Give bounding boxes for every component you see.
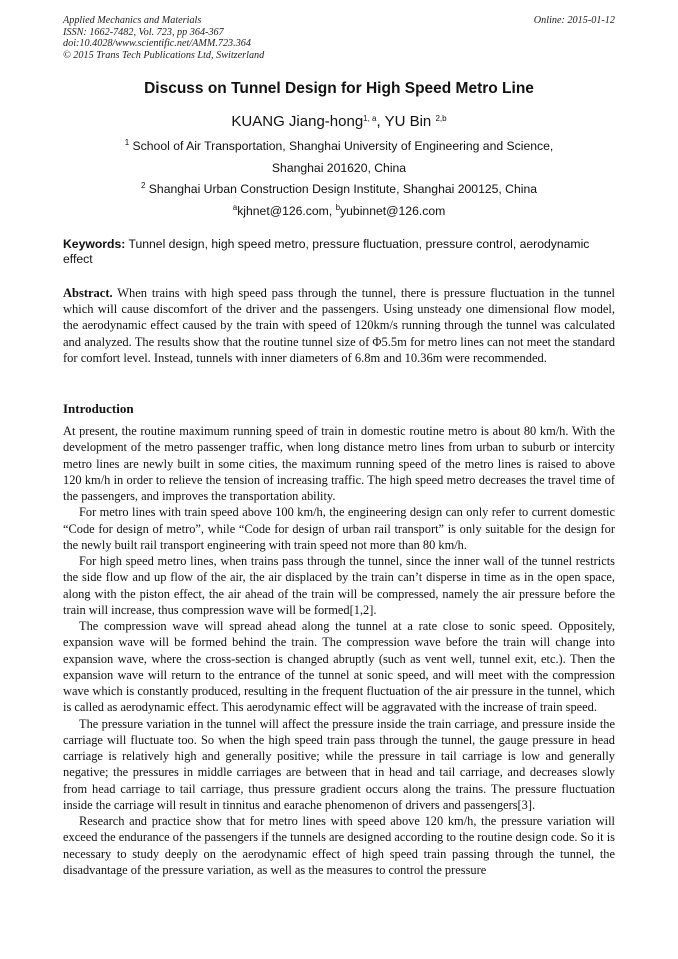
- intro-paragraph-1: At present, the routine maximum running speed of train in domestic routine metro is about 80 km/h. With the development of the metro passenger traffic, when long distance metro lines from urban to suburb or intercity metro lines are newly built in some cities, the maximum running speed of the metro lines is raised to above 120 km/h in order to relieve the tension of increasing traffic. The high speed metro decreases the travel time of the passengers, and improves the transportation ability.: [63, 424, 615, 503]
- author-line: [0, 113, 678, 130]
- doi-line: doi:10.4028/www.scientific.net/AMM.723.364: [63, 38, 251, 49]
- affiliation-1-line-1: School of Air Transportation, Shanghai University of Engineering and Science,: [129, 139, 554, 153]
- intro-paragraph-3: For high speed metro lines, when trains pass through the tunnel, since the inner wall of the tunnel restricts the side flow and up flow of the air, the air displaced by the train can’t disperse in time as in the open space, along with the piston effect, the air ahead of the train will be compressed, namely the air pressure before the train will increase, thus compression wave will be formed[1,2].: [63, 554, 615, 617]
- email-b: yubinnet@126.com: [340, 204, 446, 218]
- keywords-text: Tunnel design, high speed metro, pressure fluctuation, pressure control, aerodynamic effect: [63, 237, 590, 266]
- abstract-text: When trains with high speed pass through the tunnel, there is pressure fluctuation in the tunnel which will cause discomfort of the driver and the passengers. Using unsteady one dimensional flow model, the aerodynamic effect caused by the train with speed of 120km/s running through the tunnel was calculated and analyzed. The results show that the routine tunnel size of Φ5.5m for metro lines can not meet the standard for comfort level. Instead, tunnels with inner diameters of 6.8m and 10.36m were recommended.: [63, 286, 615, 365]
- copyright-line: © 2015 Trans Tech Publications Ltd, Switzerland: [63, 49, 265, 61]
- affiliation-2-text: Shanghai Urban Construction Design Institute, Shanghai 200125, China: [145, 182, 538, 196]
- email-b-mark: b: [335, 203, 341, 212]
- keywords-label: Keywords:: [63, 237, 126, 251]
- affiliation-2-mark: 2: [140, 181, 146, 190]
- intro-paragraph-5: The pressure variation in the tunnel will affect the pressure inside the train carriage, and pressure inside the carriage will fluctuate too. So when the high speed train pass through the tunnel, the gauge pressure in head carriage is relatively high and generally positive; while the pressure in tail carriage is low and generally negative; the pressures in middle carriages are between that in head and tail carriage, and decreases slowly from head carriage to tail carriage, thus pressure gradient occurs along the trains. The pressure fluctuation inside the carriage will result in tinnitus and earache phenomenon of drivers and passengers[3].: [63, 716, 615, 812]
- abstract-label: Abstract.: [63, 286, 113, 300]
- online-date: Online: 2015-01-12: [533, 15, 615, 26]
- intro-paragraph-2: For metro lines with train speed above 100 km/h, the engineering design can only refer to current domestic “Code for design of metro”, while “Code for design of urban rail transport” is only suitable for the design for the newly built rail transport engineering with train speed not more than 80 km/h.: [63, 505, 615, 552]
- intro-paragraph-6: Research and practice show that for metro lines with speed above 120 km/h, the pressure variation will exceed the endurance of the passengers if the tunnels are designed according to the routine design code. So it is necessary to study deeply on the aerodynamic effect of high speed train passing through the tunnel, the disadvantage of the pressure variation, as well as the measures to control the pressure: [63, 814, 615, 877]
- email-a: kjhnet@126.com,: [237, 204, 336, 218]
- journal-name: Applied Mechanics and Materials: [63, 15, 202, 26]
- affiliation-1-mark: 1: [124, 138, 130, 147]
- keywords: [63, 237, 615, 266]
- paper-title: Discuss on Tunnel Design for High Speed Metro Line: [144, 80, 534, 97]
- intro-paragraph-4: The compression wave will spread ahead along the tunnel at a rate close to sonic speed. Oppositely, expansion wave will be formed behind the train. The compression wave before the train will change into expansion wave, where the cross-section is changed abruptly (such as vent well, tunnel exit, etc.). Then the expansion wave will return to the entrance of the tunnel at sonic speed, and will meet with the compression wave which is constantly produced, resulting in the frequent fluctuation of the air pressure in the tunnel, which is called as aerodynamic effect. This aerodynamic effect will be aggravated with the increase of train speed.: [63, 619, 615, 715]
- introduction-heading: Introduction: [63, 401, 134, 416]
- author-separator: ,: [376, 113, 385, 130]
- author-1: KUANG Jiang-hong: [231, 113, 364, 130]
- affiliation-1: [0, 138, 678, 153]
- abstract: [63, 285, 615, 366]
- author-1-affiliation-mark: 1, a: [363, 114, 377, 123]
- email-a-mark: a: [232, 203, 238, 212]
- email-line: [0, 203, 678, 218]
- author-2: YU Bin: [384, 113, 436, 130]
- issn-line: ISSN: 1662-7482, Vol. 723, pp 364-367: [63, 26, 224, 38]
- affiliation-1-line-2: Shanghai 201620, China: [271, 161, 407, 175]
- journal-header: [63, 15, 615, 61]
- author-2-affiliation-mark: 2,b: [435, 114, 447, 123]
- affiliation-2: [0, 181, 678, 196]
- introduction-body: [63, 423, 615, 878]
